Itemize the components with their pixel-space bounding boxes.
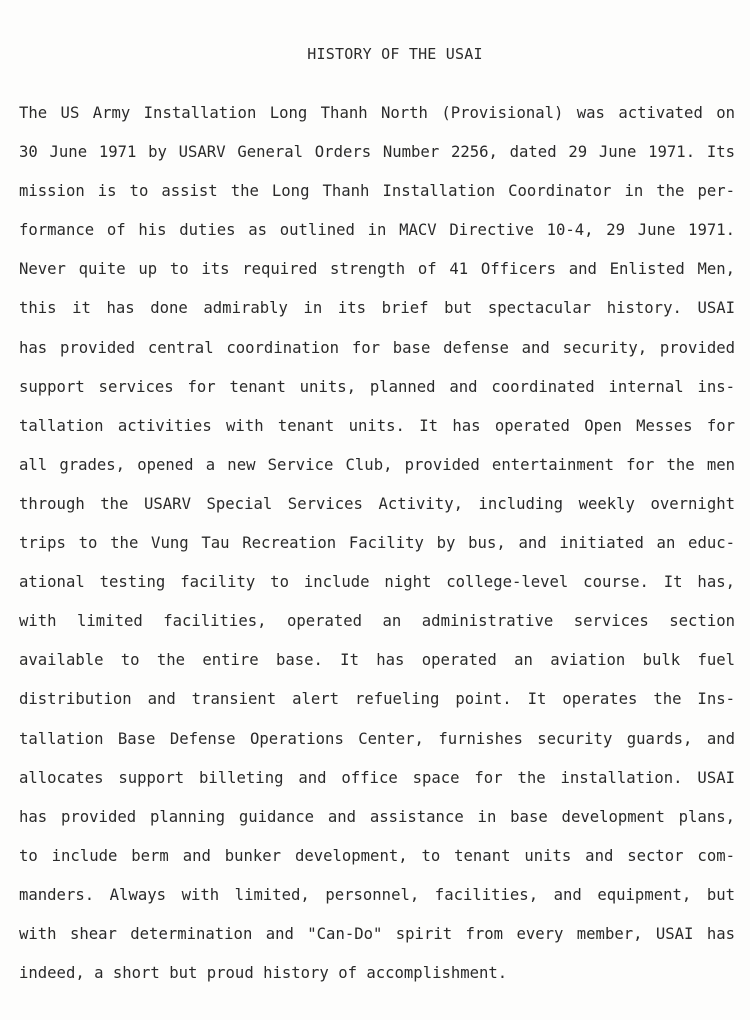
body-line: to include berm and bunker development, to tenant units and sector com-	[19, 846, 735, 865]
body-line: Never quite up to its required strength of 41 Officers and Enlisted Men,	[19, 260, 735, 279]
body-line: tallation activities with tenant units. It has operated Open Messes for	[19, 416, 735, 435]
body-line: mission is to assist the Long Thanh Installation Coordinator in the per-	[19, 182, 735, 201]
body-line: has provided planning guidance and assistance in base development plans,	[19, 807, 735, 826]
body-line: allocates support billeting and office space for the installation. USAI	[19, 768, 735, 787]
body-line: ational testing facility to include night college-level course. It has,	[19, 573, 735, 592]
body-line: with limited facilities, operated an administrative services section	[19, 612, 735, 631]
body-line: through the USARV Special Services Activity, including weekly overnight	[19, 494, 735, 513]
body-line: tallation Base Defense Operations Center, furnishes security guards, and	[19, 729, 735, 748]
body-line: available to the entire base. It has operated an aviation bulk fuel	[19, 651, 735, 670]
body-line: with shear determination and "Can-Do" spirit from every member, USAI has	[19, 924, 735, 943]
body-line: manders. Always with limited, personnel, facilities, and equipment, but	[19, 885, 735, 904]
body-line: all grades, opened a new Service Club, provided entertainment for the men	[19, 455, 735, 474]
body-line: 30 June 1971 by USARV General Orders Number 2256, dated 29 June 1971. Its	[19, 143, 735, 162]
body-line-last: indeed, a short but proud history of accomplishment.	[19, 964, 508, 983]
body-line: this it has done admirably in its brief but spectacular history. USAI	[19, 299, 735, 318]
document-body	[19, 101, 735, 1000]
body-line: trips to the Vung Tau Recreation Facility by bus, and initiated an educ-	[19, 534, 735, 553]
body-line: support services for tenant units, planned and coordinated internal ins-	[19, 377, 735, 396]
body-line: distribution and transient alert refueling point. It operates the Ins-	[19, 690, 735, 709]
body-line: has provided central coordination for base defense and security, provided	[19, 338, 735, 357]
body-line: formance of his duties as outlined in MACV Directive 10-4, 29 June 1971.	[19, 221, 735, 240]
document-title: HISTORY OF THE USAI	[307, 45, 483, 63]
body-line: The US Army Installation Long Thanh North (Provisional) was activated on	[19, 104, 735, 122]
